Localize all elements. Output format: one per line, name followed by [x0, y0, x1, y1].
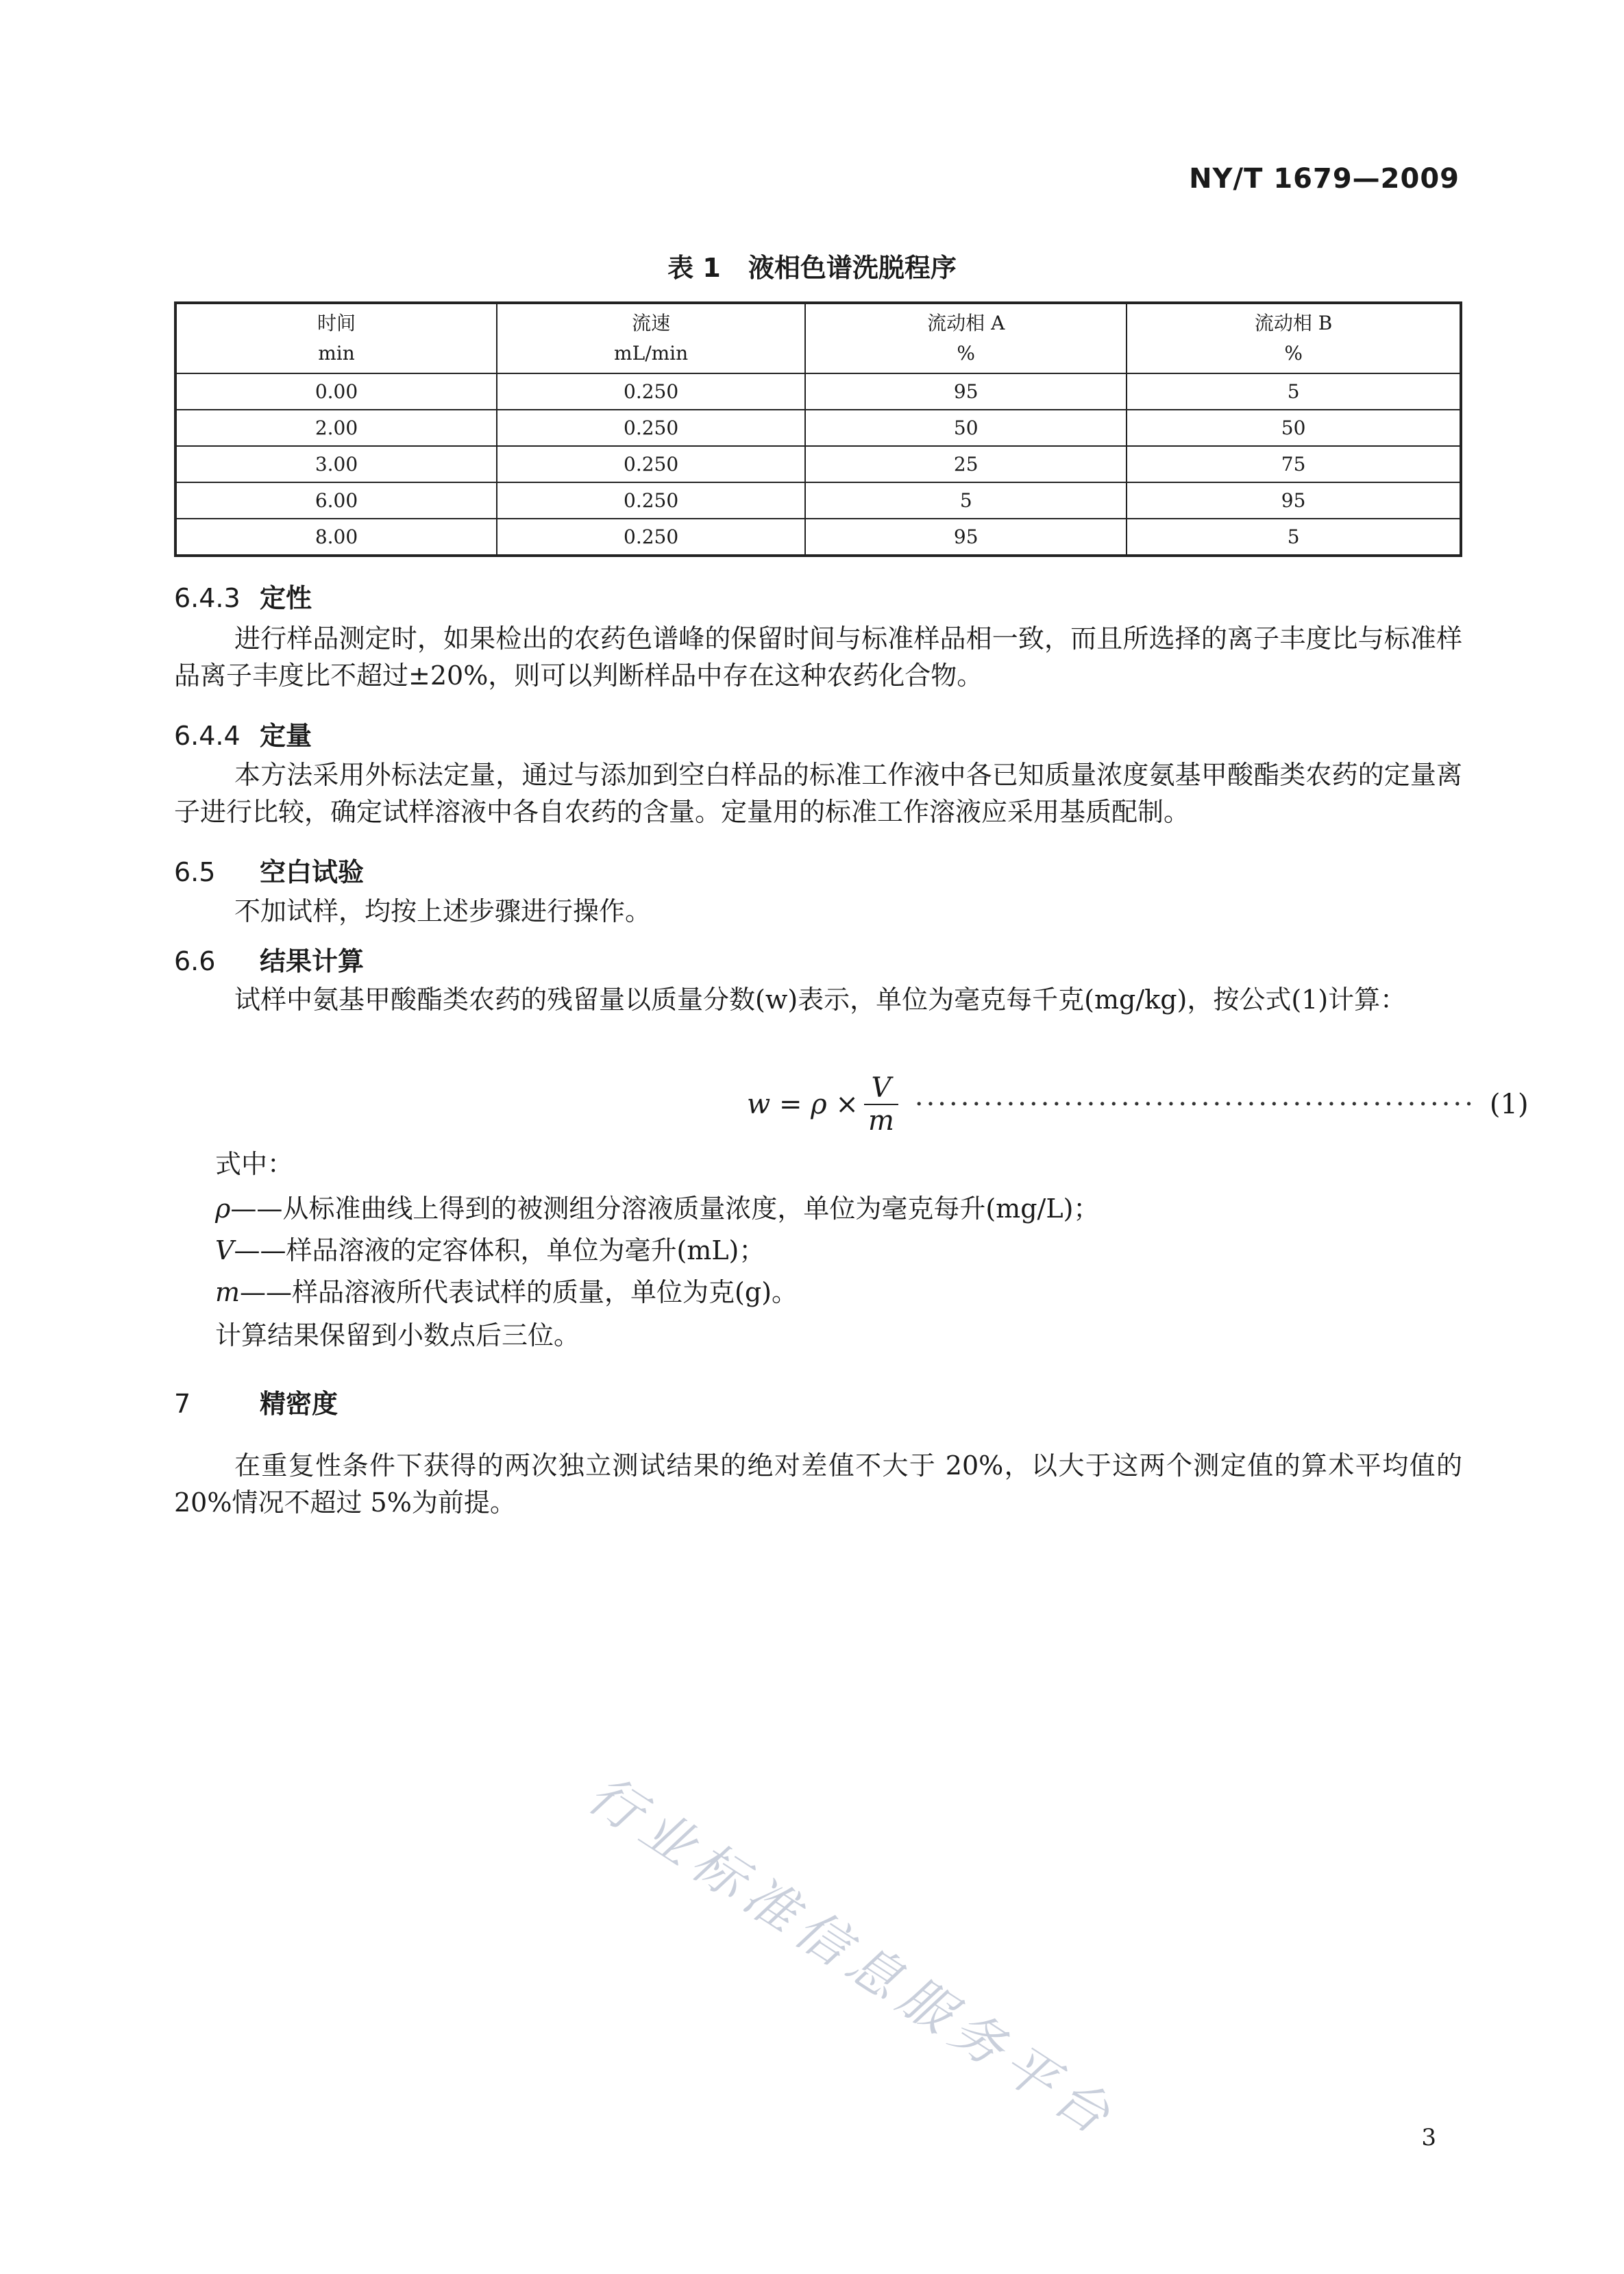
section-number: 7 [174, 1389, 191, 1419]
calculation-note: 计算结果保留到小数点后三位。 [215, 1320, 580, 1350]
table-cell: 95 [805, 519, 1127, 556]
section-number: 6.6 [174, 946, 216, 976]
definition: ——样品溶液的定容体积，单位为毫升(mL)； [234, 1235, 765, 1265]
table-header-row [175, 303, 1461, 373]
section-title: 精密度 [260, 1389, 339, 1419]
where-label: 式中： [215, 1149, 294, 1179]
formula-numerator: V [864, 1072, 898, 1105]
standard-code: NY/T 1679—2009 [1189, 163, 1460, 195]
formula-number: (1) [1489, 1089, 1529, 1120]
definition: ——样品溶液所代表试样的质量，单位为克(g)。 [240, 1277, 798, 1307]
where-item-rho [215, 1187, 1099, 1225]
formula [747, 1072, 1529, 1137]
table-row [175, 410, 1461, 446]
table-title [0, 247, 1624, 284]
table-cell: 95 [1127, 482, 1461, 519]
table-cell: 0.250 [497, 410, 805, 446]
symbol: ρ [215, 1194, 231, 1224]
section-heading-6-6 [174, 940, 364, 978]
column-header: 流速 mL/min [497, 303, 805, 373]
section-number: 6.5 [174, 857, 216, 887]
section-text-6-4-3: 进行样品测定时，如果检出的农药色谱峰的保留时间与标准样品相一致，而且所选择的离子丰度比与标准样品离子丰度比不超过±20%，则可以判断样品中存在这种农药化合物。 [174, 623, 1462, 691]
column-header: 时间 min [175, 303, 497, 373]
table-cell: 3.00 [175, 446, 497, 482]
table-cell: 2.00 [175, 410, 497, 446]
section-number: 6.4.3 [174, 583, 241, 613]
formula-lhs: w = ρ × [747, 1089, 859, 1120]
section-heading-6-4-3 [174, 577, 312, 615]
section-number: 6.4.4 [174, 721, 241, 751]
section-text-6-4-4: 本方法采用外标法定量，通过与添加到空白样品的标准工作液中各已知质量浓度氨基甲酸酯类农药的定量离子进行比较，确定试样溶液中各自农药的含量。定量用的标准工作溶液应采用基质配制。 [174, 760, 1462, 827]
table-cell: 5 [1127, 519, 1461, 556]
watermark: 行业标准信息服务平台 [577, 1763, 1129, 2151]
column-header: 流动相 B % [1127, 303, 1461, 373]
table-row [175, 482, 1461, 519]
elution-table [174, 301, 1462, 557]
section-heading-7 [174, 1383, 338, 1420]
table-cell: 0.250 [497, 482, 805, 519]
table-cell: 50 [805, 410, 1127, 446]
table-cell: 6.00 [175, 482, 497, 519]
table-cell: 8.00 [175, 519, 497, 556]
table-row [175, 519, 1461, 556]
where-item-v [215, 1229, 765, 1267]
page-number: 3 [1421, 2124, 1436, 2151]
where-item-m [215, 1271, 798, 1309]
table-cell: 0.250 [497, 446, 805, 482]
table-cell: 95 [805, 373, 1127, 410]
section-title: 定性 [260, 583, 312, 613]
section-title: 定量 [260, 721, 312, 751]
table-cell: 0.250 [497, 373, 805, 410]
formula-fraction [864, 1072, 898, 1137]
section-heading-6-4-4 [174, 715, 312, 752]
table-cell: 25 [805, 446, 1127, 482]
symbol: m [215, 1277, 241, 1307]
table-cell: 0.00 [175, 373, 497, 410]
table-cell: 5 [1127, 373, 1461, 410]
formula-denominator: m [868, 1105, 894, 1137]
definition: ——从标准曲线上得到的被测组分溶液质量浓度，单位为毫克每升(mg/L)； [230, 1194, 1100, 1224]
table-cell: 75 [1127, 446, 1461, 482]
section-title: 空白试验 [260, 857, 365, 887]
column-header: 流动相 A % [805, 303, 1127, 373]
table-cell: 0.250 [497, 519, 805, 556]
section-heading-6-5 [174, 851, 364, 889]
section-text-7: 在重复性条件下获得的两次独立测试结果的绝对差值不大于 20%，以大于这两个测定值的算术平均值的 20%情况不超过 5%为前提。 [174, 1450, 1462, 1518]
table-cell: 50 [1127, 410, 1461, 446]
section-title: 结果计算 [260, 946, 365, 976]
formula-leader: ················································· [914, 1089, 1476, 1120]
table-title-text: 液相色谱洗脱程序 [748, 253, 957, 283]
table-cell: 5 [805, 482, 1127, 519]
section-text-6-5: 不加试样，均按上述步骤进行操作。 [234, 896, 652, 926]
table-row [175, 373, 1461, 410]
section-text-6-6: 试样中氨基甲酸酯类农药的残留量以质量分数(w)表示，单位为毫克每千克(mg/kg)，按公式(1)计算： [234, 985, 1407, 1015]
table-row [175, 446, 1461, 482]
symbol: V [215, 1235, 234, 1265]
table-number: 表 1 [667, 253, 721, 283]
